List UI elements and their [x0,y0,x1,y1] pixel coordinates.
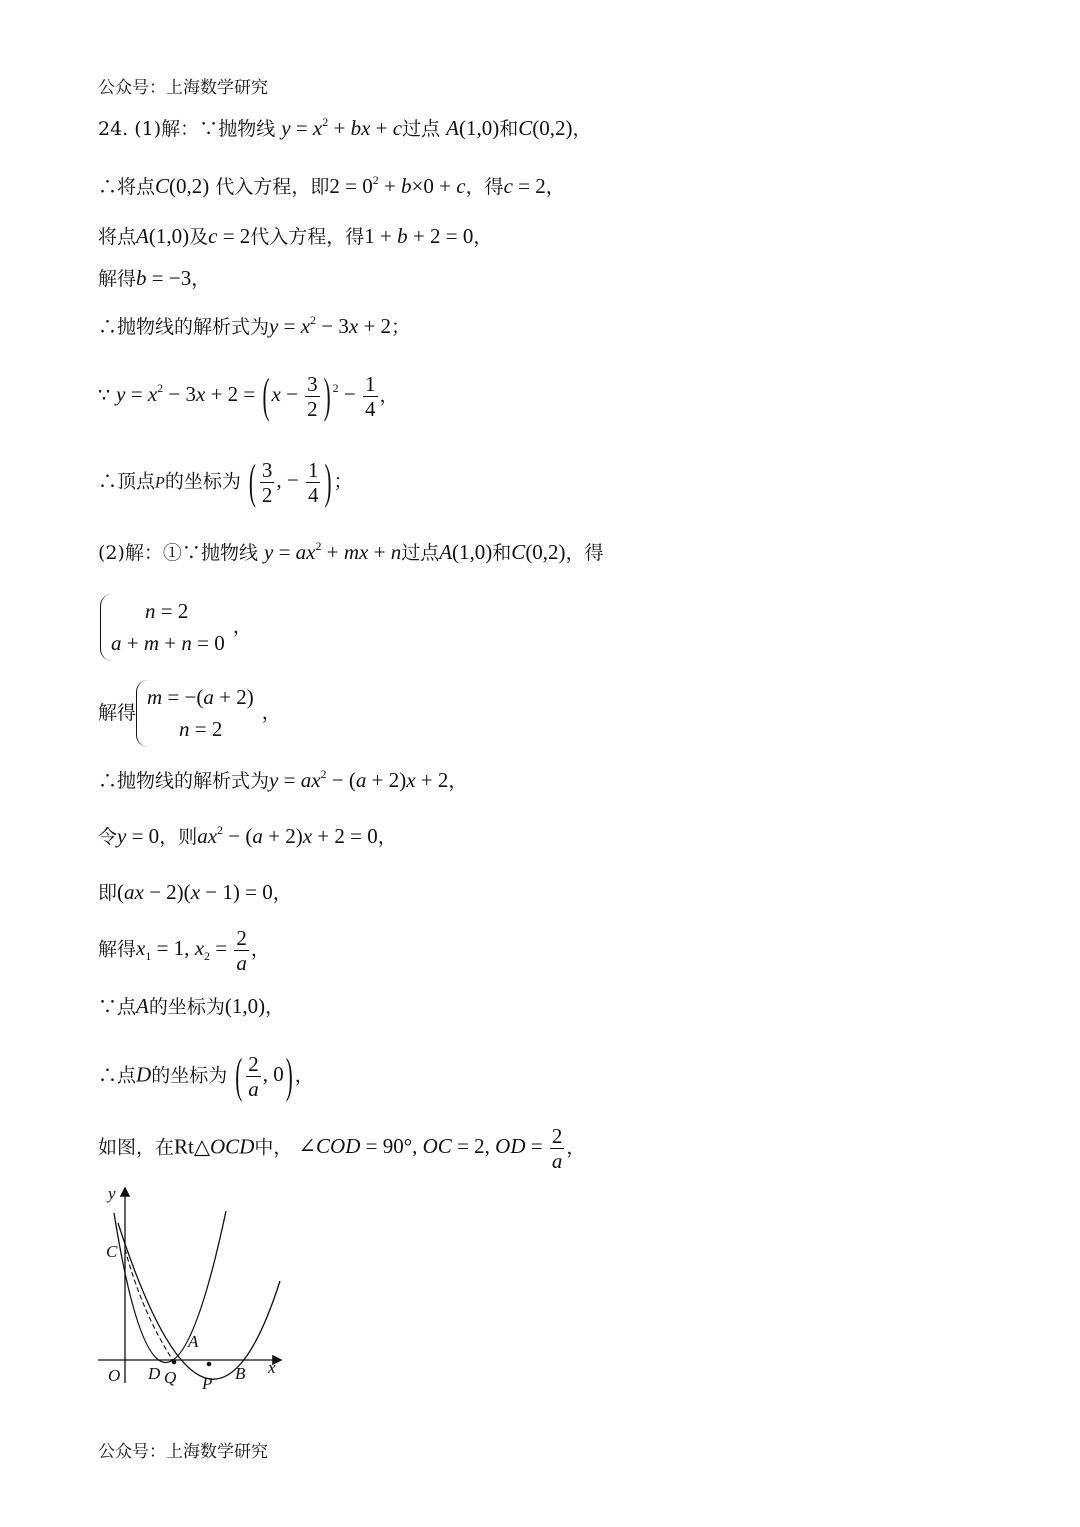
wide-parabola [118,1223,280,1379]
point-Q [172,1360,177,1365]
part2-label: (2)解：① [98,542,182,564]
solution-line-4: 解得b = −3， [98,266,211,290]
label-C: C [106,1242,118,1261]
solution-line-10: 令y = 0，则$ax^2 - (a + 2)x + 2 = 0$， [98,823,397,848]
label-D: D [148,1364,161,1383]
label-x: x [268,1358,276,1377]
solution-line-11: 即(ax − 2)(x − 1) = 0， [98,880,292,904]
steep-parabola [114,1211,226,1363]
solution-line-12: 解得$x_1 = 1$, $x_2$ = $\frac{2}{a}$ ， [98,926,270,976]
header-text: 公众号：上海数学研究 [98,78,268,98]
solution-line-9: ∴抛物线的解析式为$y = ax^2 - (a + 2)x + 2$， [98,767,468,792]
part1-label: 24. (1)解： [98,118,200,140]
solution-line-15: 如图，在Rt△OCD中， ∠COD = 90°, OC = 2, OD = $\frac{2}{a}$ ， [98,1124,586,1174]
solution-system-2: 解得 m = −(a + 2) n = 2 ， [98,680,281,747]
label-P: P [202,1374,213,1393]
solution-line-6: ∵ $y = x^2 - 3x + 2 = (x$ − $\frac{3}{2}$ ) $^2$ − $\frac{1}{4}$ ， [98,367,399,424]
label-y: y [108,1184,116,1203]
solution-line-8: (2)解：①∵抛物线 $y = ax^2$ + mx + n过点A(1,0)和C(0,2)，得 [98,539,604,564]
solution-line-13: ∵点A的坐标为(1,0)， [98,994,285,1018]
solution-system-1: n = 2 a + m + n = 0 ， [100,594,252,661]
label-O: O [108,1366,121,1385]
solution-line-3: 将点A(1,0)及c = 2代入方程，得1 + b + 2 = 0， [98,224,493,248]
point-P [207,1362,212,1367]
label-A: A [188,1332,199,1351]
solution-line-1: 24. (1)解：∵抛物线 $y = x^2$ + bx + c过点 A(1,0)和C(0,2)， [98,115,592,140]
parabola-figure [92,1183,292,1395]
solution-line-7: ∴顶点P的坐标为 ( $\frac{3}{2}$ , − $\frac{1}{4}$ ) ； [98,453,353,510]
solution-line-5: ∴抛物线的解析式为$y = x^2 - 3x + 2$； [98,313,411,338]
footer-text: 公众号：上海数学研究 [98,1442,268,1462]
solution-line-2: ∴将点C(0,2) 代入方程，即$2 = 0^2 + b\times 0 + c$，得c = 2， [98,173,565,198]
label-Q: Q [164,1368,177,1387]
solution-line-14: ∴点D的坐标为 ( $\frac{2}{a}$ , 0) ， [98,1047,314,1104]
label-B: B [235,1364,246,1383]
